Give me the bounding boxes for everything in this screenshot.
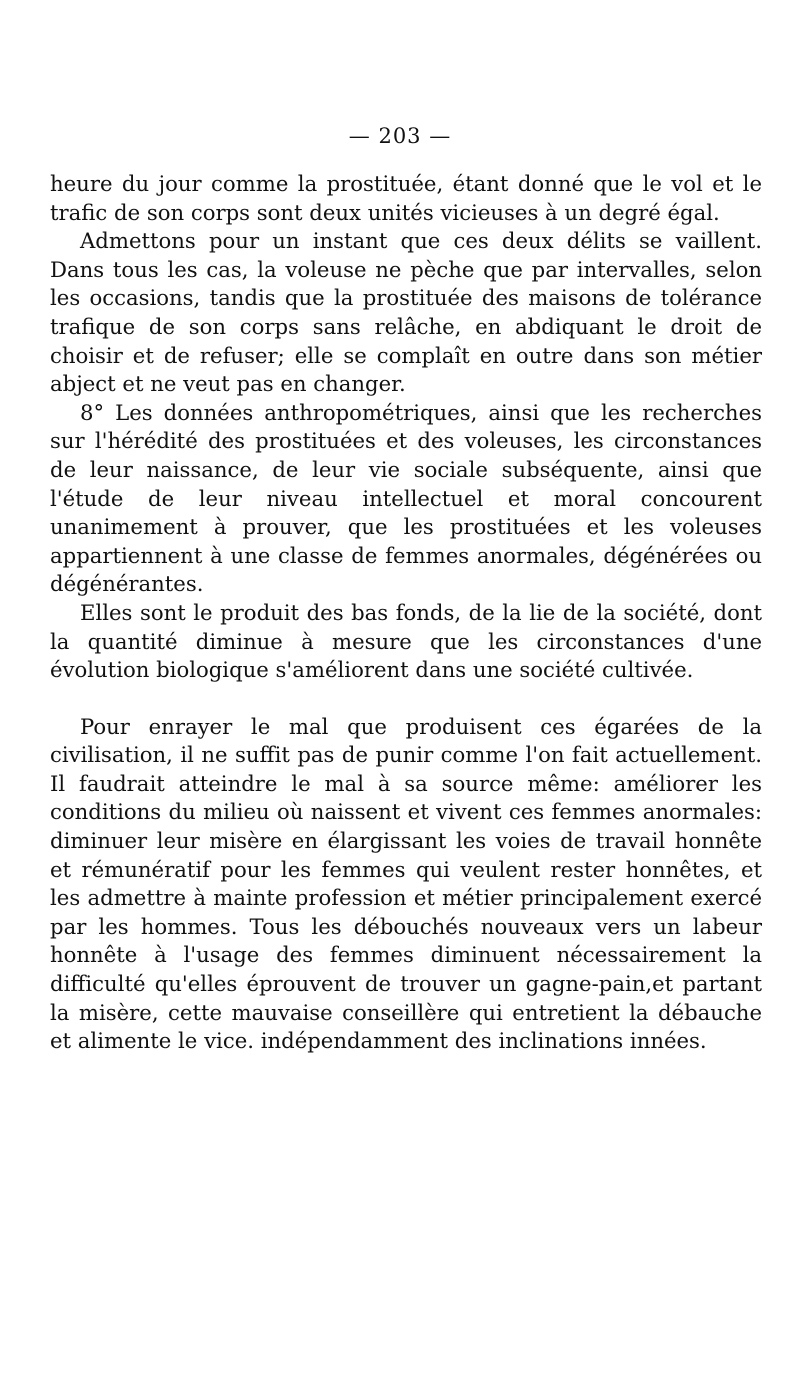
paragraph-pour-enrayer: Pour enrayer le mal que produisent ces égarées de la civilisation, il ne suffit pas de punir comme l'on fait actuellement. Il faudrait atteindre le mal à sa source même: améliorer les conditions du milieu où naissent et vivent ces femmes anormales: diminuer leur misère en élargissant les voies de travail honnête et rémunératif pour les femmes qui veulent rester honnêtes, et les admettre à mainte profession et métier principalement exercé par les hommes. Tous les débouchés nouveaux vers un labeur honnête à l'usage des femmes diminuent nécessairement la difficulté qu'elles éprouvent de trouver un gagne-pain,et partant la misère, cette mauvaise conseillère qui entretient la débauche et alimente le vice. indépendamment des inclinations innées. xyxy=(50,713,762,1054)
page-body xyxy=(50,170,762,1056)
paragraph-gap xyxy=(50,685,762,713)
paragraph-admettons: Admettons pour un instant que ces deux délits se vaillent. Dans tous les cas, la voleuse ne pèche que par intervalles, selon les occasions, tandis que la prostituée des maisons de tolérance trafique de son corps sans relâche, en abdiquant le droit de choisir et de refuser; elle se complaît en outre dans son métier abject et ne veut pas en changer. xyxy=(50,228,762,397)
paragraph-bas-fonds: Elles sont le produit des bas fonds, de la lie de la société, dont la quantité diminue à mesure que les circonstances d'une évolution biologique s'améliorent dans une société cultivée. xyxy=(50,599,762,683)
paragraph-point-8: 8° Les données anthropométriques, ainsi que les recherches sur l'hérédité des prostituées et des voleuses, les circonstances de leur naissance, de leur vie sociale subséquente, ainsi que l'étude de leur niveau intellectuel et moral concourent unanimement à prouver, que les prostituées et les voleuses appartiennent à une classe de femmes anormales, dégénérées ou dégénérantes. xyxy=(50,399,762,597)
page-number: — 203 — xyxy=(348,124,452,148)
paragraph-continuation: heure du jour comme la prostituée, étant donné que le vol et le trafic de son corps sont deux unités vicieuses à un degré égal. xyxy=(50,171,762,225)
